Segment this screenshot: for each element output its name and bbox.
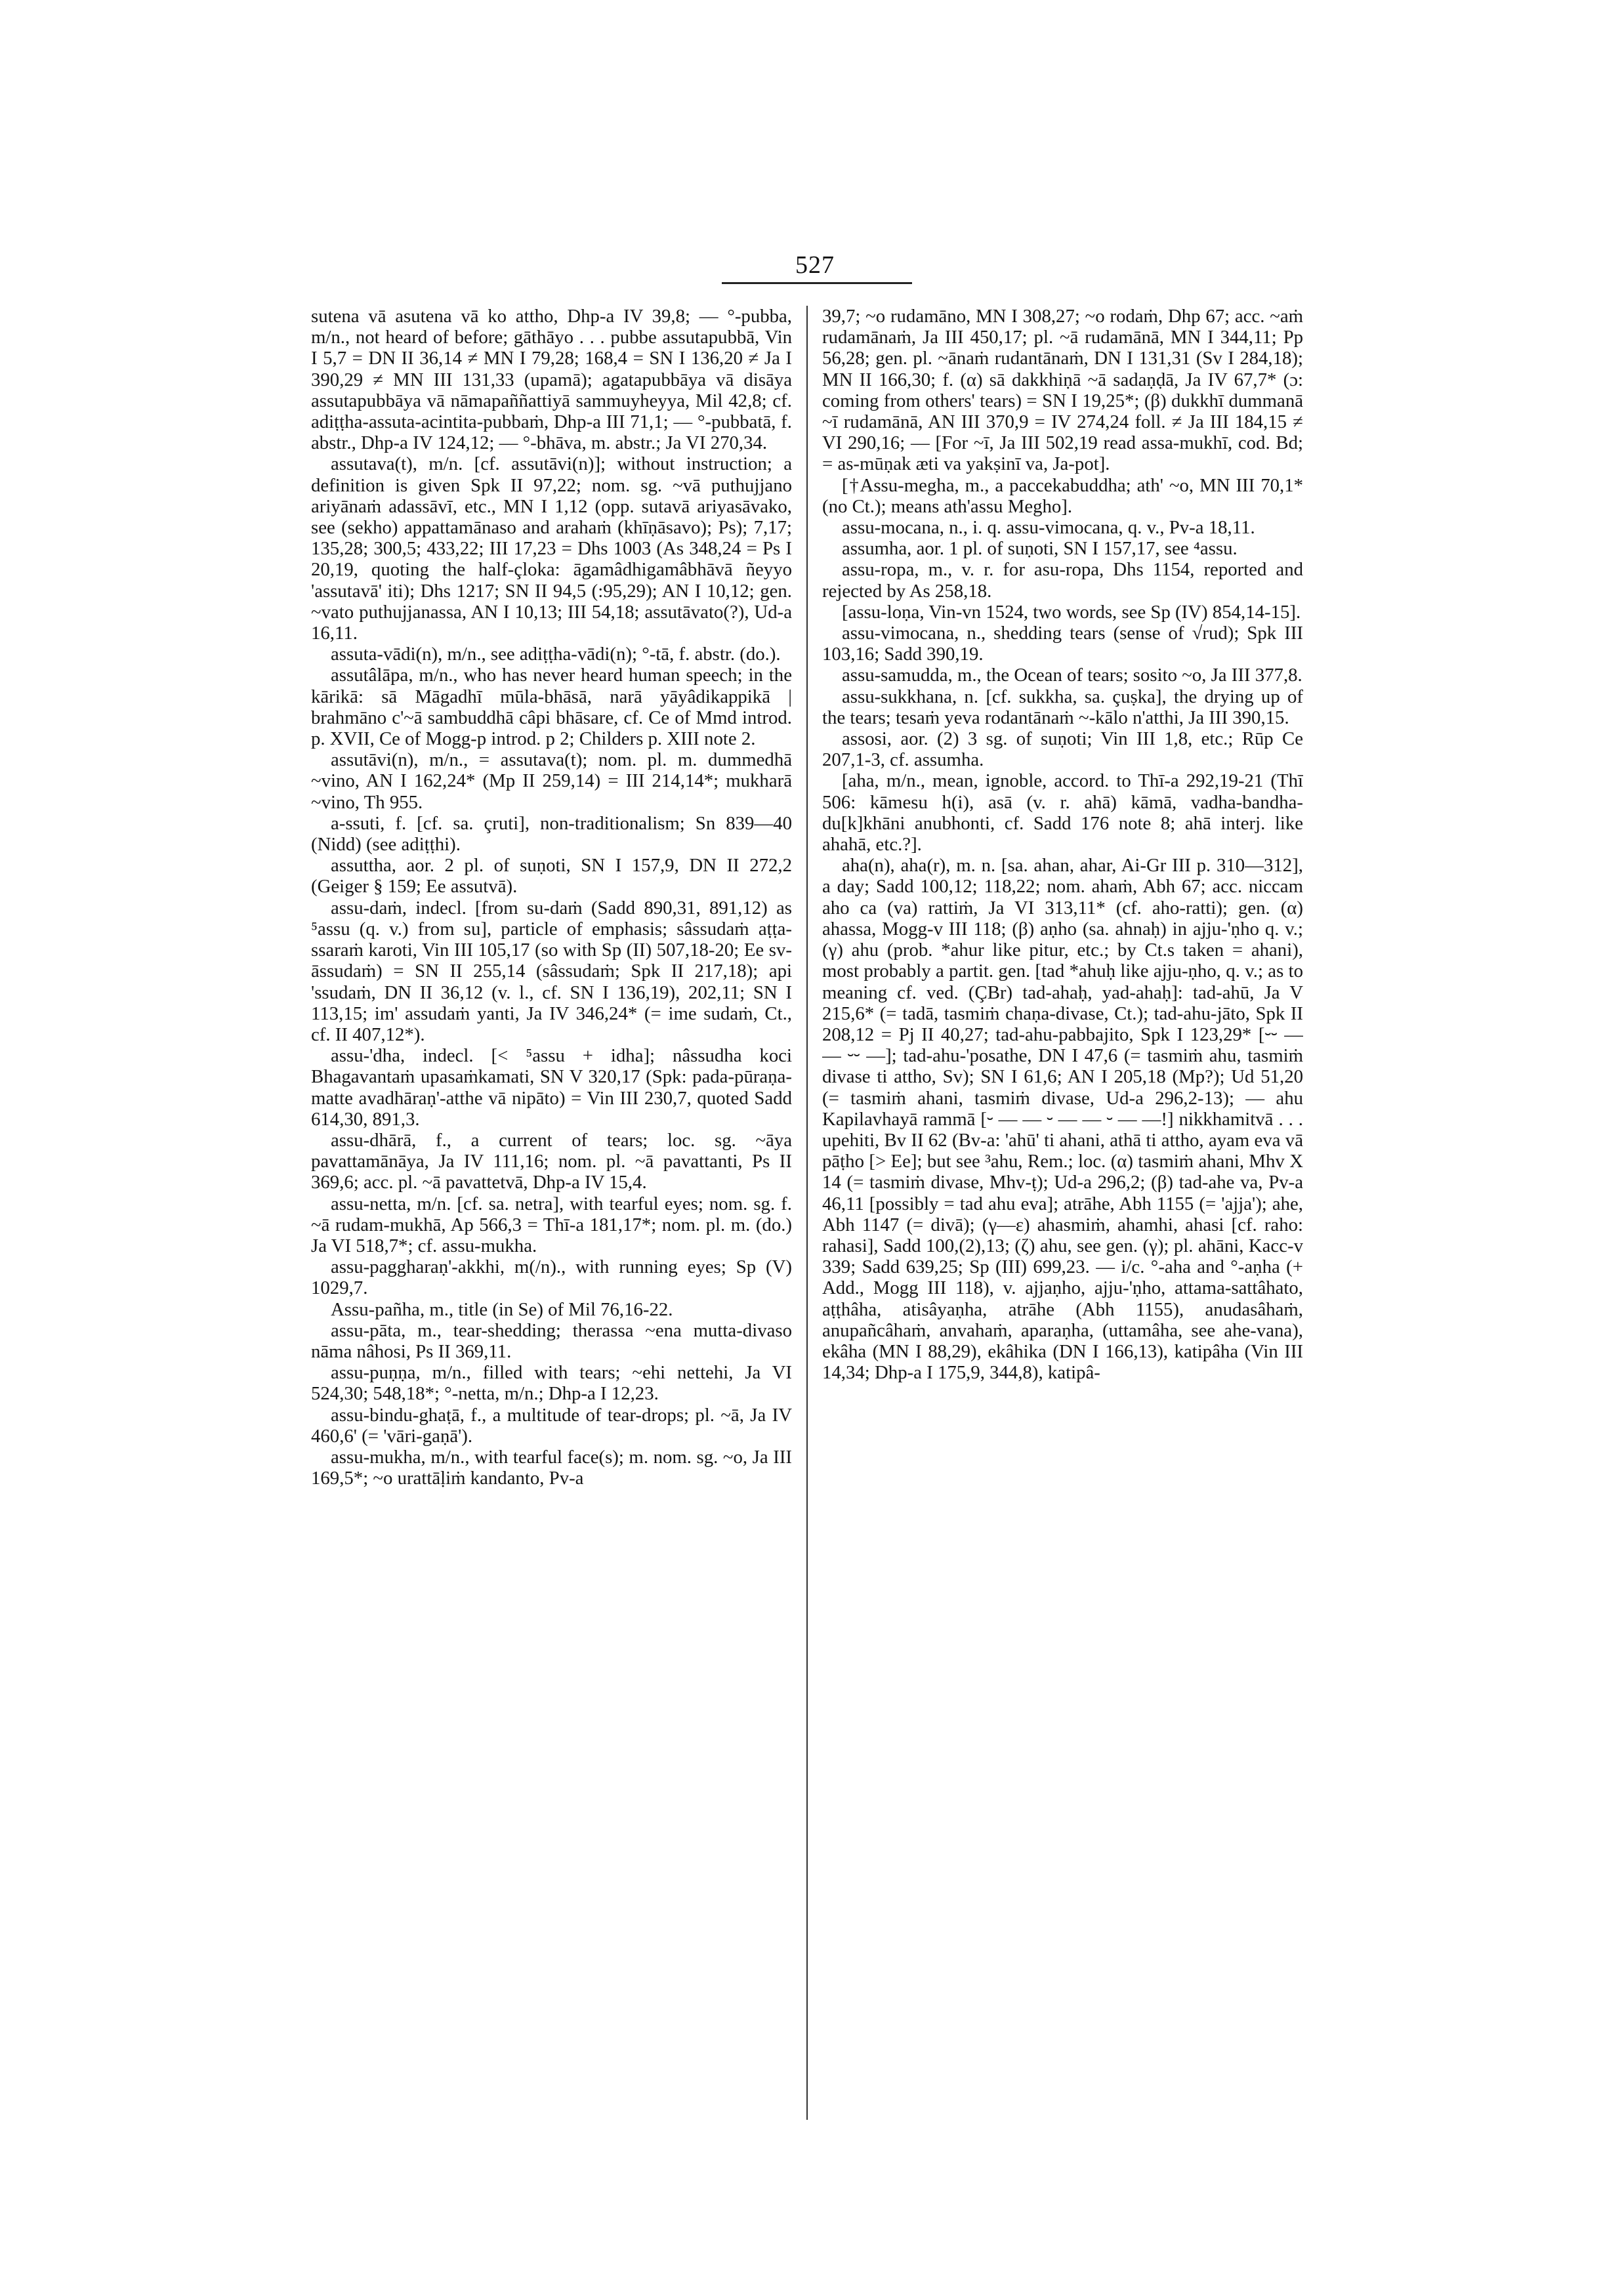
entry-paragraph: assu-bindu-ghaṭā, f., a multitude of tear-drops; pl. ~ā, Ja IV 460,6' (= 'vāri-gaṇā').: [311, 1404, 792, 1447]
entry-paragraph: assu-pāta, m., tear-shedding; therassa ~ena mutta-divaso nāma nâhosi, Ps II 369,11.: [311, 1319, 792, 1362]
entry-paragraph: assu-daṁ, indecl. [from su-daṁ (Sadd 890,31, 891,12) as ⁵assu (q. v.) from su], particle of emphasis; sâssudaṁ aṭṭa-ssaraṁ karoti, Vin III 105,17 (so with Sp (II) 507,18-20; Ee sv-āssudaṁ) = SN II 255,14 (sâssudaṁ; Spk II 217,18); api 'ssudaṁ, DN II 36,12 (v. l., cf. SN I 136,19), 202,11; SN I 113,15; im' assudaṁ yanti, Ja IV 346,24* (= ime sudaṁ, Ct., cf. II 407,12*).: [311, 897, 792, 1045]
entry-paragraph: sutena vā asutena vā ko attho, Dhp-a IV 39,8; — °-pubba, m/n., not heard of before; gāthāyo . . . pubbe assutapubbā, Vin I 5,7 = DN II 36,14 ≠ MN I 79,28; 168,4 = SN I 136,20 ≠ Ja I 390,29 ≠ MN III 131,33 (upamā); agatapubbāya vā disāya assutapubbāya vā nāmapaññattiyā sammuyheyya, Mil 42,8; cf. adiṭṭha-assuta-acintita-pubbaṁ, Dhp-a III 71,1; — °-pubbatā, f. abstr., Dhp-a IV 124,12; — °-bhāva, m. abstr.; Ja VI 270,34.: [311, 306, 792, 454]
entry-paragraph: assu-samudda, m., the Ocean of tears; sosito ~o, Ja III 377,8.: [842, 665, 1302, 686]
column-divider: [806, 306, 808, 2120]
entry-paragraph: [aha, m/n., mean, ignoble, accord. to Thī-a 292,19-21 (Thī 506: kāmesu h(i), asā (v. r. ahā) kāmā, vadha-bandha-du[k]khāni anubhonti, cf. Sadd 176 note 8; ahā interj. like ahahā, etc.?].: [822, 770, 1303, 856]
entry-paragraph: aha(n), aha(r), m. n. [sa. ahan, ahar, Ai-Gr III p. 310—312], a day; Sadd 100,12; 118,22; nom. ahaṁ, Abh 67; acc. niccam aho ca (va) rattiṁ, Ja VI 313,11* (cf. aho-ratti); gen. (α) ahassa, Mogg-v III 118; (β) aṇho (sa. ahnaḥ) in ajju-'ṇho q. v.; (γ) ahu (prob. *ahur like pitur, etc.; by Ct.s taken = ahani), most probably a partit. gen. [tad *ahuḥ like ajju-ṇho, q. v.; as to meaning cf. ved. (ÇBr) tad-ahaḥ, yad-ahaḥ]: tad-ahū, Ja V 215,6* (= tadā, tasmiṁ chaṇa-divase, Ct.); tad-ahu-jāto, Spk II 208,12 = Pj II 40,27; tad-ahu-pabbajito, Spk I 123,29* [⏑⏑ — — ⏑⏑ —]; tad-ahu-'posathe, DN I 47,6 (= tasmiṁ ahu, tasmiṁ divase ti attho, Sv); SN I 61,6; AN I 205,18 (Mp?); Ud 51,20 (= tasmiṁ ahani, tasmiṁ divase, Ud-a 296,2-13); — ahu Kapilavhayā rammā [⏑ — — ⏑ — — ⏑ — —!] nikkhamitvā . . . upehiti, Bv II 62 (Bv-a: 'ahū' ti ahani, athā ti attho, ayam eva vā pāṭho [> Ee]; but see ³ahu, Rem.; loc. (α) tasmiṁ ahani, Mhv X 14 (= tasmiṁ divase, Mhv-ṭ); Ud-a 296,2; (β) tad-ahe va, Pv-a 46,11 [possibly = tad ahu eva]; atrāhe, Abh 1155 (= 'ajja'); ahe, Abh 1147 (= divā); (γ—ε) ahasmiṁ, ahamhi, ahasi [cf. raho: rahasi], Sadd 100,(2),13; (ζ) ahu, see gen. (γ); pl. ahāni, Kacc-v 339; Sadd 639,25; Sp (III) 699,23. — i/c. °-aha and °-aṇha (+ Add., Mogg III 118), v. ajjaṇho, ajju-'ṇho, attama-sattâhato, aṭṭhâha, atisâyaṇha, atrāhe (Abh 1155), anudasâhaṁ, anupañcâhaṁ, anvahaṁ, aparaṇha, (uttamâha, see ahe-vana), ekâha (MN I 88,29), ekâhika (DN I 166,13), katipâha (Vin III 14,34; Dhp-a I 175,9, 344,8), katipâ-: [822, 855, 1303, 1384]
entry-paragraph: [assu-loṇa, Vin-vn 1524, two words, see Sp (IV) 854,14-15].: [842, 601, 1301, 623]
page-number: 527: [795, 251, 835, 279]
entry-paragraph: a-ssuti, f. [cf. sa. çruti], non-traditionalism; Sn 839—40 (Nidd) (see adiṭṭhi).: [311, 812, 792, 856]
entry-paragraph: Assu-pañha, m., title (in Se) of Mil 76,16-22.: [331, 1298, 673, 1320]
entry-paragraph: assutava(t), m/n. [cf. assutāvi(n)]; without instruction; a definition is given Spk II 97,22; nom. sg. ~vā puthujjano ariyānaṁ adassāvī, etc., MN I 1,12 (opp. sutavā ariyasāvako, see (sekho) appattamānaso and arahaṁ (khīṇāsavo); Ps); 7,17; 135,28; 300,5; 433,22; III 17,23 = Dhs 1003 (As 348,24 = Ps I 20,19, quoting the half-çloka: āgamâdhigamâbhāvā ñeyyo 'assutavā' iti); Dhs 1217; SN II 94,5 (:95,29); AN I 10,12; gen. ~vato puthujjanassa, AN I 10,13; III 54,18; assutāvato(?), Ud-a 16,11.: [311, 453, 792, 644]
entry-paragraph: assu-'dha, indecl. [< ⁵assu + idha]; nâssudha koci Bhagavantaṁ upasaṁkamati, SN V 320,17 (Spk: pada-pūraṇa-matte avadhāraṇ'-atthe vā nipāto) = Vin III 230,7, quoted Sadd 614,30, 891,3.: [311, 1045, 792, 1130]
entry-paragraph: assu-puṇṇa, m/n., filled with tears; ~ehi nettehi, Ja VI 524,30; 548,18*; °-netta, m/n.; Dhp-a I 12,23.: [311, 1362, 792, 1405]
entry-paragraph: [†Assu-megha, m., a paccekabuddha; ath' ~o, MN III 70,1* (no Ct.); means ath'assu Megho].: [822, 474, 1303, 517]
entry-paragraph: assuttha, aor. 2 pl. of suṇoti, SN I 157,9, DN II 272,2 (Geiger § 159; Ee assutvā).: [311, 855, 792, 898]
entry-paragraph: assu-vimocana, n., shedding tears (sense of √rud); Spk III 103,16; Sadd 390,19.: [822, 623, 1303, 665]
entry-paragraph: assosi, aor. (2) 3 sg. of suṇoti; Vin III 1,8, etc.; Rūp Ce 207,1-3, cf. assumha.: [822, 728, 1303, 771]
right-column: [822, 306, 1303, 2123]
header-rule: [722, 282, 912, 284]
entry-paragraph: assumha, aor. 1 pl. of suṇoti, SN I 157,17, see ⁴assu.: [842, 538, 1238, 560]
entry-paragraph: assu-mocana, n., i. q. assu-vimocana, q. v., Pv-a 18,11.: [842, 517, 1255, 539]
entry-paragraph: assu-dhārā, f., a current of tears; loc. sg. ~āya pavattamānāya, Ja IV 111,16; nom. pl. ~ā pavattanti, Ps II 369,6; acc. pl. ~ā pavattetvā, Dhp-a IV 15,4.: [311, 1129, 792, 1193]
entry-paragraph: assuta-vādi(n), m/n., see adiṭṭha-vādi(n); °-tā, f. abstr. (do.).: [331, 644, 781, 665]
entry-paragraph: assutāvi(n), m/n., = assutava(t); nom. pl. m. dummedhā ~vino, AN I 162,24* (Mp II 259,14) = III 214,14*; mukharā ~vino, Th 955.: [311, 749, 792, 813]
entry-paragraph: assu-sukkhana, n. [cf. sukkha, sa. çuṣka], the drying up of the tears; tesaṁ yeva rodantānaṁ ~-kālo n'atthi, Ja III 390,15.: [822, 686, 1303, 728]
entry-paragraph: assu-netta, m/n. [cf. sa. netra], with tearful eyes; nom. sg. f. ~ā rudam-mukhā, Ap 566,3 = Thī-a 181,17*; nom. pl. m. (do.) Ja VI 518,7*; cf. assu-mukha.: [311, 1193, 792, 1256]
entry-paragraph: 39,7; ~o rudamāno, MN I 308,27; ~o rodaṁ, Dhp 67; acc. ~aṁ rudamānaṁ, Ja III 450,17; pl. ~ā rudamānā, MN I 344,11; Pp 56,28; gen. pl. ~ānaṁ rudantānaṁ, DN I 131,31 (Sv I 284,18); MN II 166,30; f. (α) sā dakkhiṇā ~ā sadaṇḍā, Ja IV 67,7* (ɔ: coming from others' tears) = SN I 19,25*; (β) dukkhī dummanā ~ī rudamānā, AN III 370,9 = IV 274,24 foll. ≠ Ja III 184,15 ≠ VI 290,16; — [For ~ī, Ja III 502,19 read assa-mukhī, cod. Bd; = as-mūṇak æti va yakṣinī va, Ja-pot].: [822, 306, 1303, 475]
entry-paragraph: assutâlāpa, m/n., who has never heard human speech; in the kārikā: sā Māgadhī mūla-bhāsā, narā yāyâdikappikā | brahmāno c'~ā sambuddhā câpi bhāsare, cf. Ce of Mmd introd. p. XVII, Ce of Mogg-p introd. p 2; Childers p. XIII note 2.: [311, 665, 792, 750]
entry-paragraph: assu-mukha, m/n., with tearful face(s); m. nom. sg. ~o, Ja III 169,5*; ~o urattāḷiṁ kandanto, Pv-a: [311, 1446, 792, 1489]
left-column: [311, 306, 792, 2123]
entry-paragraph: assu-paggharaṇ'-akkhi, m(/n)., with running eyes; Sp (V) 1029,7.: [311, 1256, 792, 1299]
entry-paragraph: assu-ropa, m., v. r. for asu-ropa, Dhs 1154, reported and rejected by As 258,18.: [822, 559, 1303, 602]
